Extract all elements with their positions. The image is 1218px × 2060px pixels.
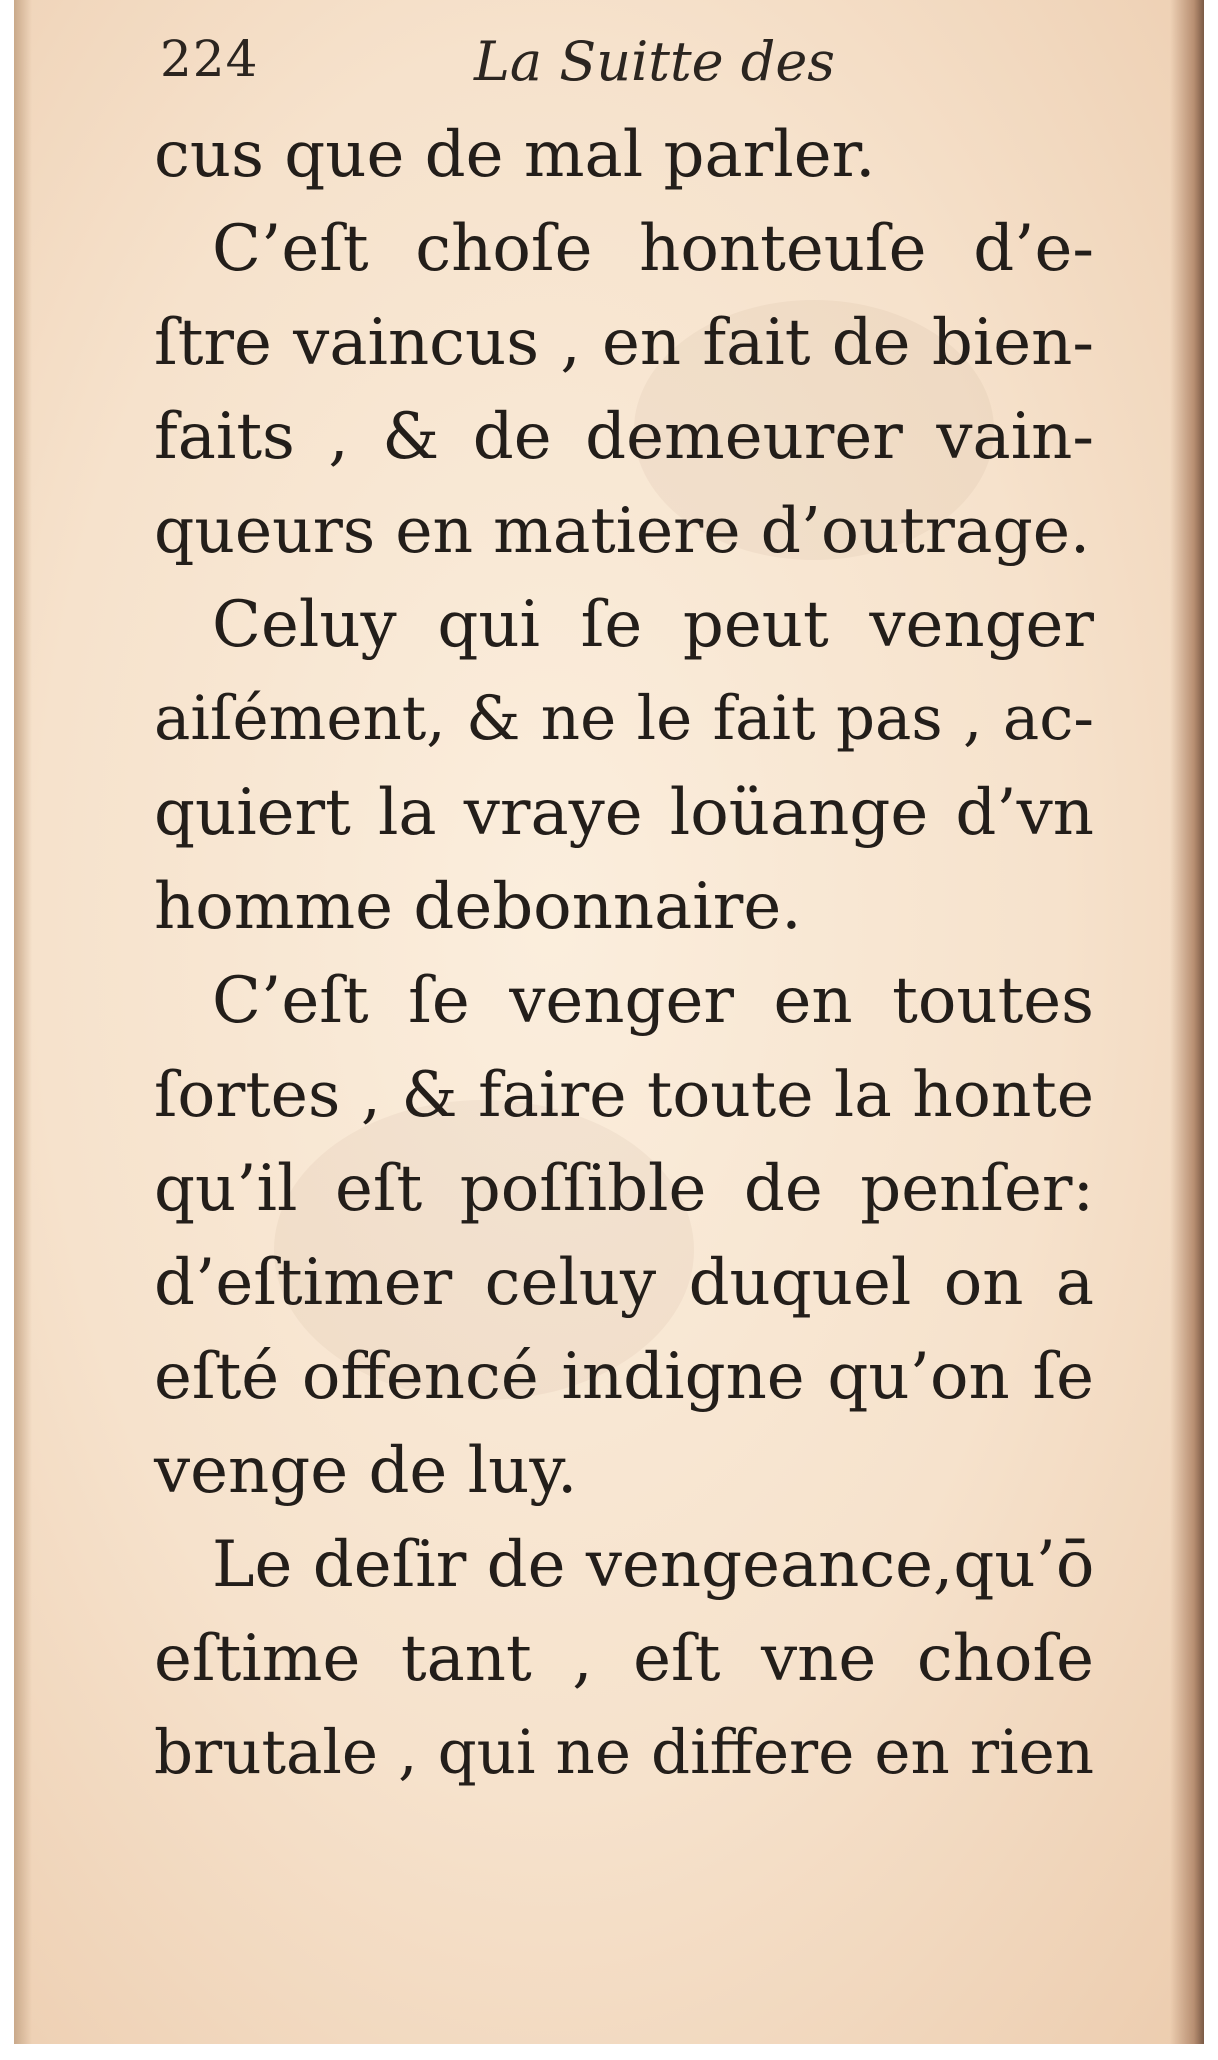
text-line: C’eſt ſe venger en toutes xyxy=(212,964,1094,1038)
text-line: C’eſt choſe honteuſe d’e- xyxy=(212,212,1094,286)
text-line: ſtre vaincus , en fait de bien- xyxy=(154,306,1094,380)
text-line: Celuy qui ſe peut venger xyxy=(212,588,1094,662)
text-line: d’eſtimer celuy duquel on a xyxy=(154,1246,1094,1320)
text-line: venge de luy. xyxy=(154,1434,578,1508)
running-header xyxy=(154,22,1074,92)
page-binding-edge xyxy=(1170,0,1204,2044)
page-number: 224 xyxy=(160,30,259,88)
text-line: brutale , qui ne differe en rien xyxy=(154,1717,1094,1788)
book-page xyxy=(14,0,1204,2044)
running-head-title: La Suitte des xyxy=(474,30,836,93)
text-line: queurs en matiere d’outrage. xyxy=(154,494,1091,567)
text-line: aiſément, & ne le fait pas , ac- xyxy=(154,683,1094,754)
text-line: qu’il eſt poſſible de penſer: xyxy=(154,1152,1094,1226)
text-line: ſortes , & faire toute la honte xyxy=(154,1058,1094,1131)
text-line: Le deſir de vengeance,qu’ō xyxy=(212,1528,1095,1602)
text-line: homme debonnaire. xyxy=(154,870,802,944)
text-line: quiert la vraye loüange d’vn xyxy=(154,776,1094,850)
text-line: eſtime tant , eſt vne choſe xyxy=(154,1622,1094,1696)
text-line: cus que de mal parler. xyxy=(154,118,876,192)
body-text xyxy=(154,108,1094,1800)
text-line: eſté offencé indigne qu’on ſe xyxy=(154,1340,1094,1414)
page-shadow-left xyxy=(14,0,32,2044)
text-line: faits , & de demeurer vain- xyxy=(154,400,1094,474)
